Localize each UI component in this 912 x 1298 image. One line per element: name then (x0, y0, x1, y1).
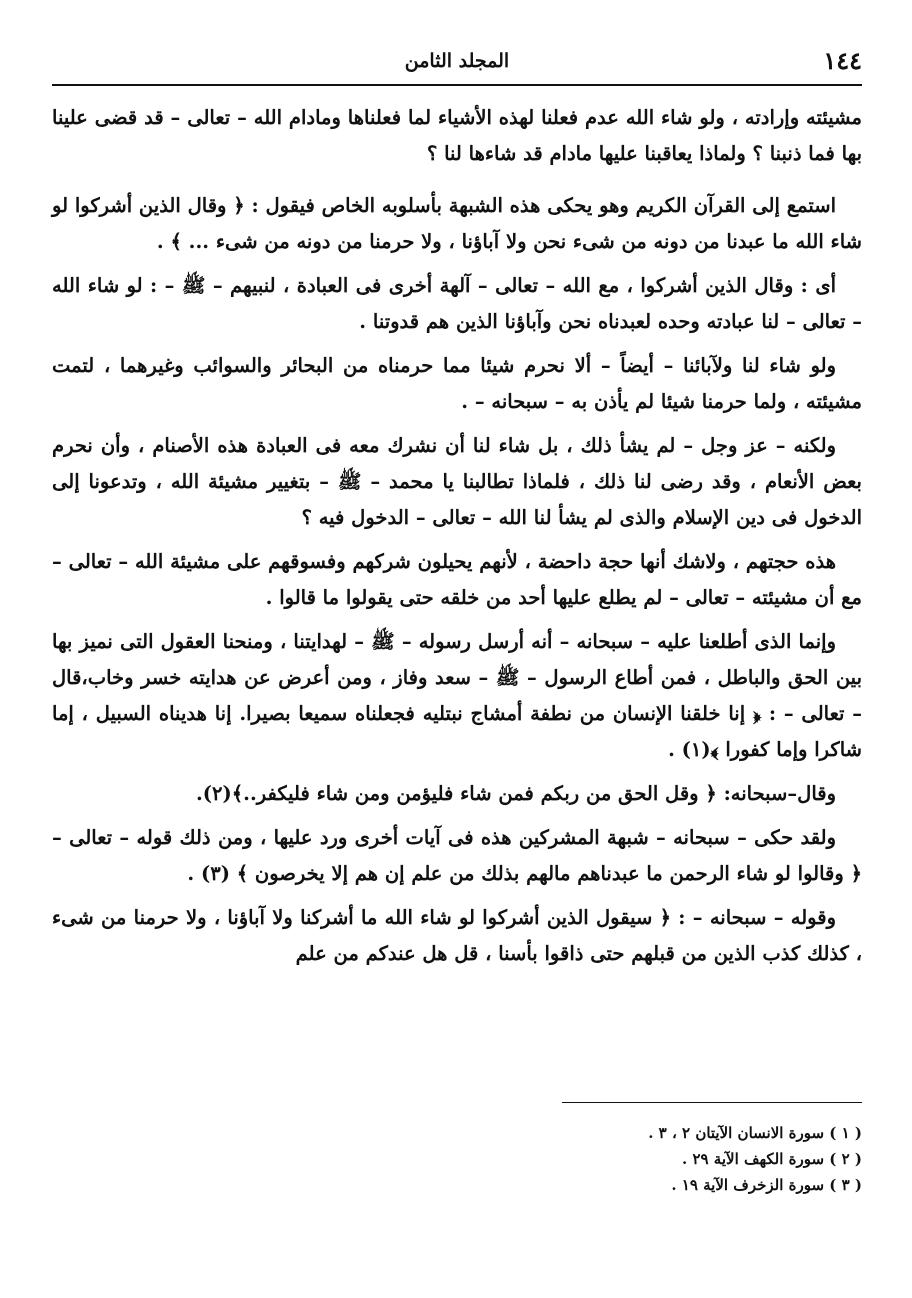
footnote: ( ٣ ) سورة الزخرف الآية ١٩ . (671, 1176, 862, 1194)
footnote: ( ١ ) سورة الانسان الآيتان ٢ ، ٣ . (648, 1124, 862, 1142)
paragraph: وقوله – سبحانه – : ﴿ سيقول الذين أشركوا لو شاء الله ما أشركنا ولا آباؤنا ، ولا حرمنا من شىء ، كذلك كذب الذين من قبلهم حتى ذاقوا بأسنا ، قل هل عندكم من علم (52, 906, 862, 965)
page-header (52, 40, 862, 86)
running-title: المجلد الثامن (404, 50, 510, 72)
paragraph: هذه حجتهم ، ولاشك أنها حجة داحضة ، لأنهم يحيلون شركهم وفسوقهم على مشيئة الله – تعالى – مع أن مشيئته – تعالى – لم يطلع عليها أحد من خلقه حتى يقولوا ما قالوا . (52, 550, 862, 609)
paragraph: وإنما الذى أطلعنا عليه – سبحانه – أنه أرسل رسوله – ﷺ – لهدايتنا ، ومنحنا العقول التى نميز بها بين الحق والباطل ، فمن أطاع الرسول – ﷺ – سعد وفاز ، ومن أعرض عن هدايته خسر وخاب،قال – تعالى – : ﴿ إنا خلقنا الإنسان من نطفة أمشاج نبتليه فجعلناه سميعا بصيرا. إنا هديناه السبيل ، إما شاكرا وإما كفورا ﴾(١) . (52, 630, 862, 761)
paragraph: ولو شاء لنا ولآبائنا – أيضاً – ألا نحرم شيئا مما حرمناه من البحائر والسوائب وغيرهما ، لتمت مشيئته ، ولما حرمنا شيئا لم يأذن به – سبحانه – . (52, 354, 862, 413)
footnotes (462, 1120, 862, 1198)
page-number: ١٤٤ (823, 46, 862, 75)
paragraph: استمع إلى القرآن الكريم وهو يحكى هذه الشبهة بأسلوبه الخاص فيقول : ﴿ وقال الذين أشركوا لو شاء الله ما عبدنا من دونه من شىء نحن ولا آباؤنا ، ولا حرمنا من دونه من شىء ... ﴾ . (52, 194, 862, 253)
document-page (52, 40, 862, 1260)
paragraph: أى : وقال الذين أشركوا ، مع الله – تعالى – آلهة أخرى فى العبادة ، لنبيهم – ﷺ – : لو شاء الله – تعالى – لنا عبادته وحده لعبدناه نحن وآباؤنا الذين هم قدوتنا . (52, 274, 862, 333)
footnote-divider (562, 1102, 862, 1103)
paragraph: ولقد حكى – سبحانه – شبهة المشركين هذه فى آيات أخرى ورد عليها ، ومن ذلك قوله – تعالى – ﴿ وقالوا لو شاء الرحمن ما عبدناهم مالهم بذلك من علم إن هم إلا يخرصون ﴾ (٣) . (52, 826, 862, 885)
paragraph: وقال–سبحانه: ﴿ وقل الحق من ربكم فمن شاء فليؤمن ومن شاء فليكفر..﴾(٢). (196, 782, 836, 805)
footnote: ( ٢ ) سورة الكهف الآية ٢٩ . (682, 1150, 862, 1168)
paragraph: ولكنه – عز وجل – لم يشأ ذلك ، بل شاء لنا أن نشرك معه فى العبادة هذه الأصنام ، وأن نحرم بعض الأنعام ، وقد رضى لنا ذلك ، فلماذا تطالبنا يا محمد – ﷺ – بتغيير مشيئة الله ، وتدعونا إلى الدخول فى دين الإسلام والذى لم يشأ لنا الله – تعالى – الدخول فيه ؟ (52, 434, 862, 529)
paragraph: مشيئته وإرادته ، ولو شاء الله عدم فعلنا لهذه الأشياء لما فعلناها ومادام الله – تعالى – قد قضى علينا بها فما ذنبنا ؟ ولماذا يعاقبنا عليها مادام قد شاءها لنا ؟ (52, 106, 862, 165)
body-text (52, 100, 862, 972)
